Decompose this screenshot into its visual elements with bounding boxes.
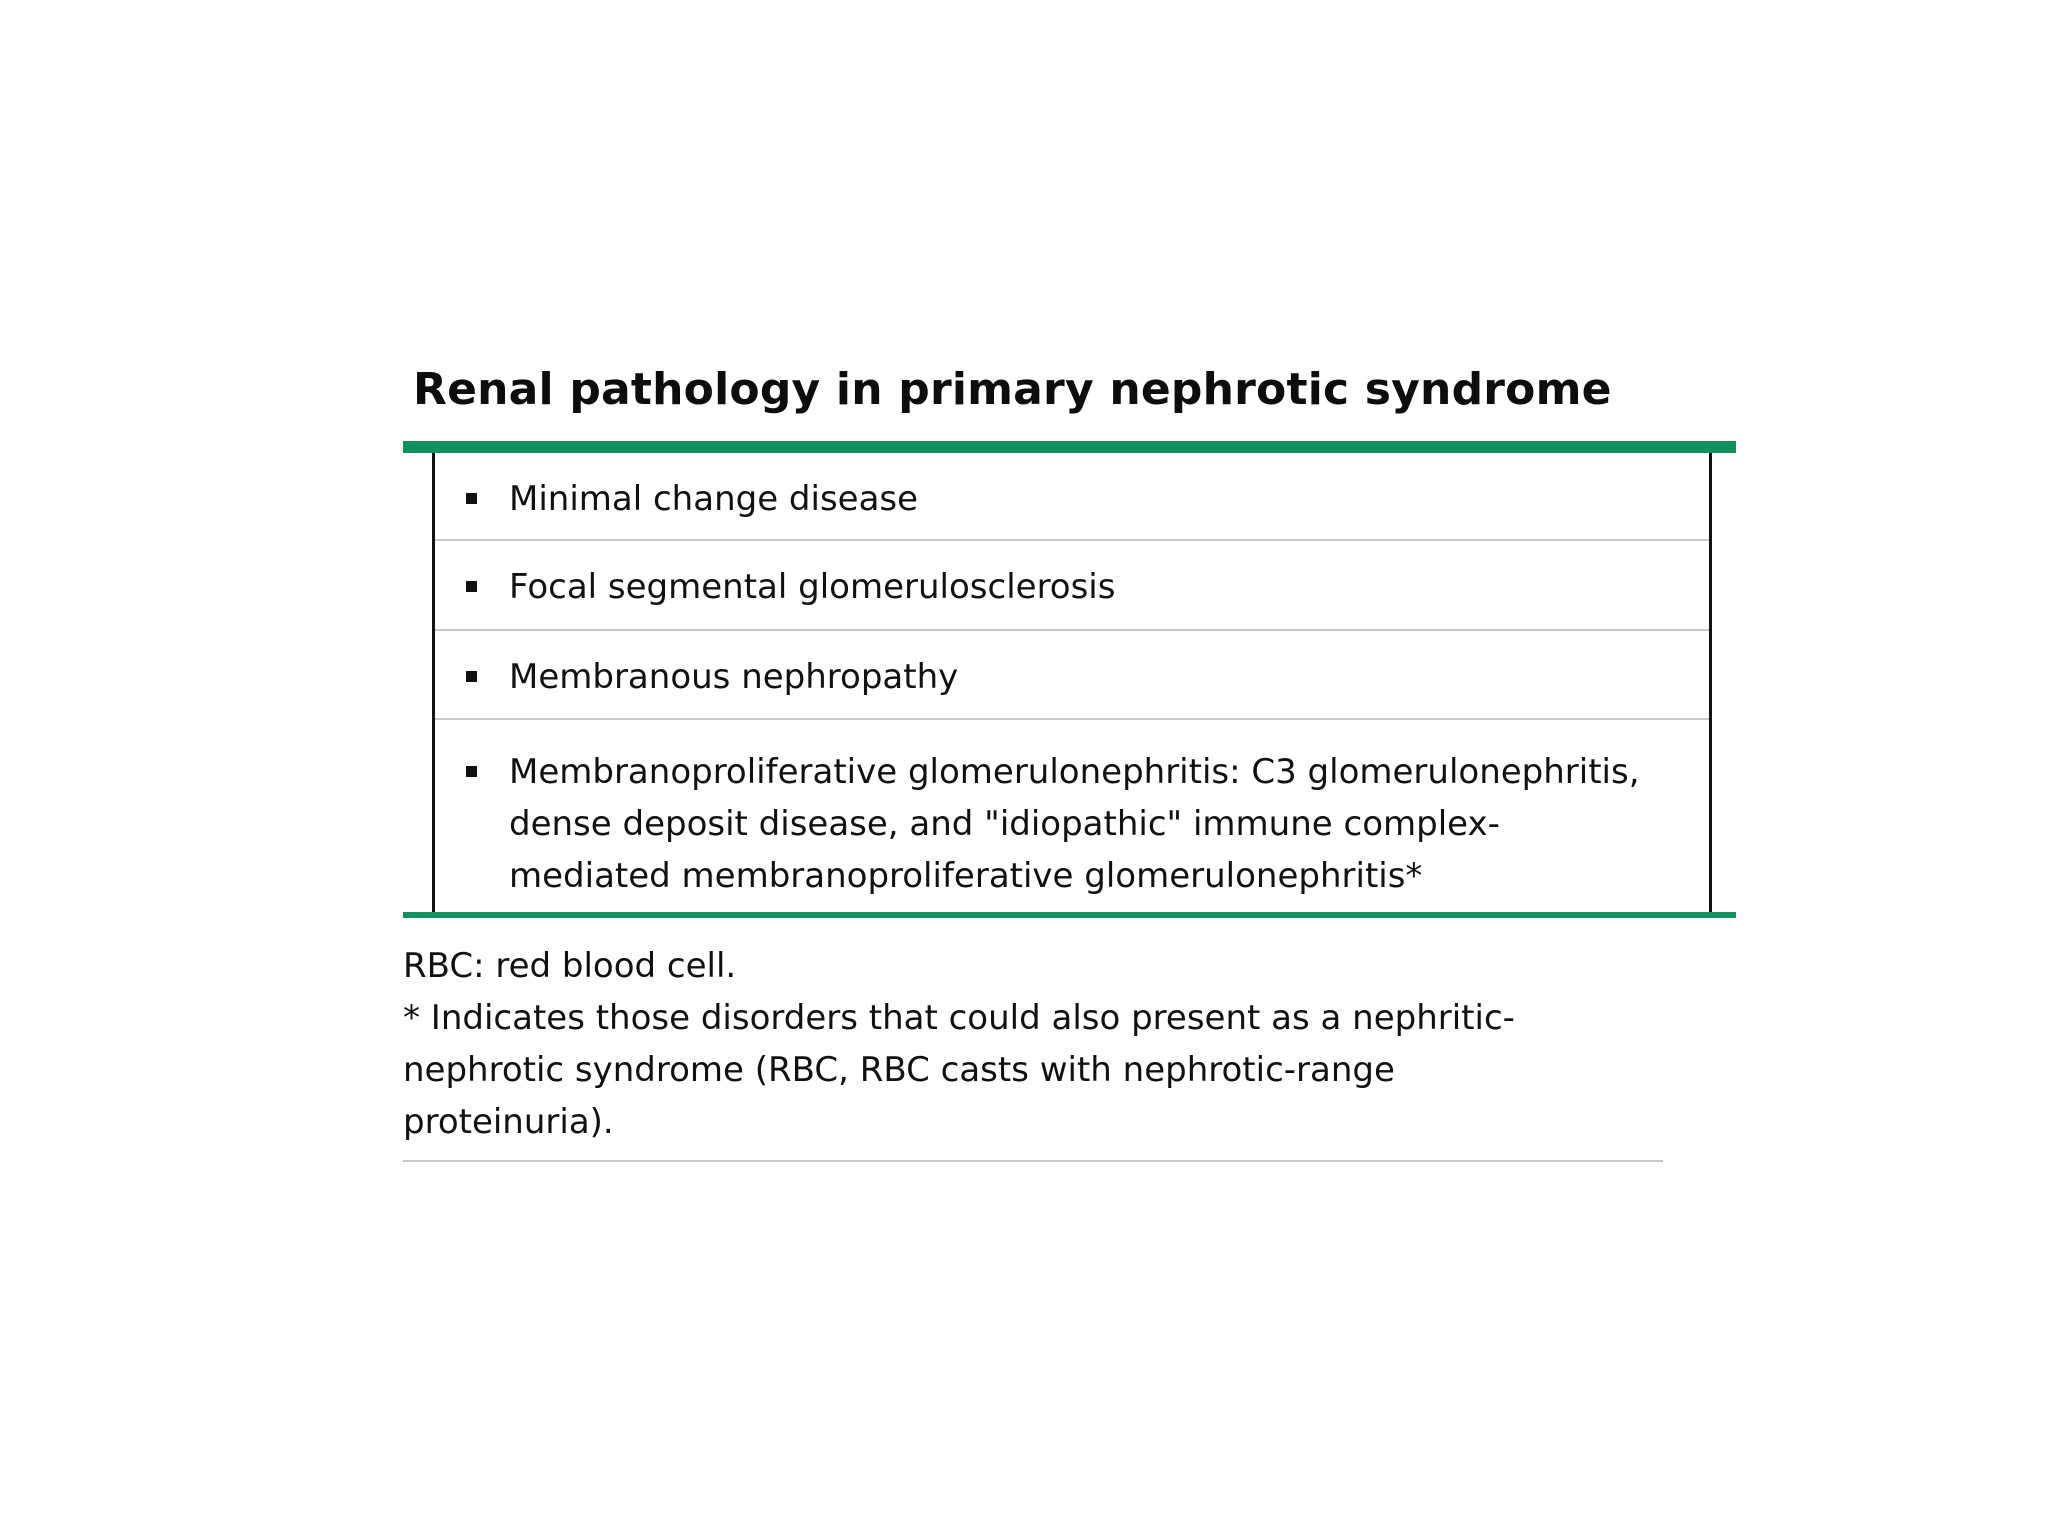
- table-row: [435, 631, 1709, 720]
- row-text: Membranous nephropathy: [509, 657, 959, 697]
- row-text: Focal segmental glomerulosclerosis: [509, 567, 1116, 607]
- table-row: [435, 453, 1709, 541]
- asterisk-footnote: * Indicates those disorders that could also present as a nephritic- nephrotic syndrome (RBC, RBC casts with nephrotic-range proteinuria).: [403, 998, 1515, 1142]
- row-text: Minimal change disease: [509, 479, 919, 519]
- table-title: Renal pathology in primary nephrotic syndrome: [413, 364, 1612, 415]
- top-accent-rule: [403, 441, 1736, 453]
- bottom-accent-rule: [403, 912, 1736, 918]
- table-row: [435, 541, 1709, 631]
- pathology-table: [432, 453, 1712, 912]
- row-text: Membranoproliferative glomerulonephritis: C3 glomerulonephritis, dense deposit disease, and "idiopathic" immune complex- mediated membranoproliferative glomerulonephritis*: [509, 752, 1640, 896]
- square-bullet-icon: [466, 493, 477, 504]
- footnote-divider: [403, 1160, 1663, 1162]
- square-bullet-icon: [466, 766, 477, 777]
- table-footnotes: [403, 940, 1663, 1148]
- abbreviation-footnote: RBC: red blood cell.: [403, 946, 737, 986]
- square-bullet-icon: [466, 671, 477, 682]
- square-bullet-icon: [466, 581, 477, 592]
- table-row: [435, 720, 1709, 912]
